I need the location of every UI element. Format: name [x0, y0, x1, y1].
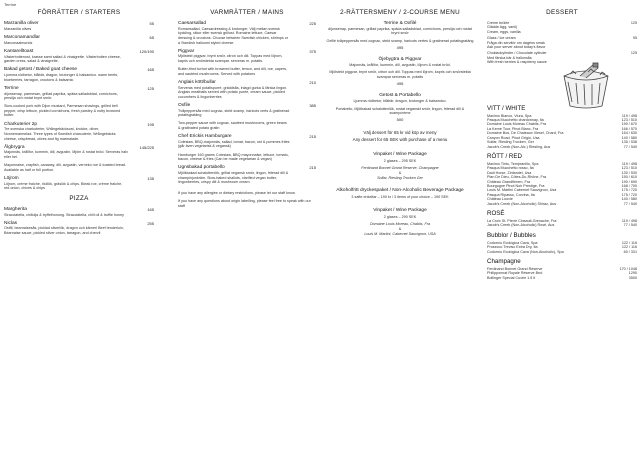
two-course-column — [325, 9, 475, 236]
menu-item — [4, 67, 154, 82]
dessert-text: Ask your server about today's flavor — [487, 45, 546, 50]
menu-item-name: Charkuterier 2p — [4, 121, 38, 127]
course-name: Terrine & Oxfilé — [383, 21, 417, 26]
wine-price: 119 / 498 — [621, 113, 637, 118]
page-label: Terrine — [4, 2, 17, 7]
wine-section-title: RÖTT / RED — [487, 152, 522, 160]
course-option — [325, 93, 475, 122]
mains-column — [178, 9, 316, 213]
menu-item-description: Coleslaw, BBQ-majonnäs, sallad, tomat, bacon, ost & pommes frites (går även vegetarisk & vegansk) — [178, 139, 290, 149]
dessert-offer-sv: Välj dessert för 65 kr vid köp av meny — [363, 130, 437, 136]
menu-item-description: Romansallad, Caesardressing & krutonger. Välj mellan svensk kyckling, räkor eller svensk grillost. Romaine lettuce, Caesar dressing & croutons. Choose between Swedish chicken, shrimps or a Swedish halloumi styled cheese. — [178, 26, 289, 45]
starters-title: FÖRRÄTTER / STARTERS — [37, 9, 121, 16]
wine-package-amp: & — [398, 226, 402, 231]
wine-section-title: ROSÉ — [487, 209, 505, 217]
menu-item-description: Marconaalmonds — [4, 40, 33, 45]
two-course-title: 2-RÄTTERSMENY / 2-COURSE MENU — [340, 9, 460, 16]
menu-item-price: 385 — [309, 102, 316, 108]
wine-price: 77 / 540 — [623, 144, 637, 149]
dessert-row — [487, 30, 637, 34]
menu-item-description: Löjrom, crème fraîche, rödlök, gräslök & chips. Bleak roe, crème fraîche, red onion, chives & chips — [4, 181, 123, 191]
menu-item — [4, 122, 154, 142]
course-description: Ljumma rödbetor, blåbär, dragon, krutonger & balsamico. — [353, 98, 447, 103]
wine-price: 77 / 540 — [623, 223, 637, 228]
course-price: 495 — [396, 45, 404, 51]
menu-item — [178, 153, 316, 162]
wine-package-1 — [325, 152, 475, 180]
menu-item-price: 195 — [147, 121, 154, 127]
dessert-price: 95 — [632, 36, 637, 41]
menu-item — [4, 104, 154, 118]
wine-row — [487, 276, 637, 280]
menu-item-description: Mayonnaise, crayfish, caraway, dill, avgustin, verneko roe & toasted bread. Available as half or full portion. — [4, 163, 127, 172]
wine-name: Jacob's Creek (Non-Alcoholic) Shiraz, Aus — [487, 201, 557, 206]
menu-item — [178, 49, 316, 64]
menu-item-price: 165 — [147, 67, 154, 73]
wine-name: Pasqua Mucchetto chardonnay, Ita — [487, 118, 544, 123]
wine-price: 119 / 498 — [621, 218, 637, 223]
allergy-note: If you have any allergies or dietary restrictions, please let our staff know. — [178, 190, 296, 195]
ice-bucket-illustration — [560, 62, 612, 110]
wine-name: Plan De Dieu, Côtes-Du-Rhône, Fra — [487, 175, 547, 180]
menu-item-price: 255 — [147, 220, 154, 226]
menu-item-name: Bakad getost / Baked goat cheese — [4, 67, 78, 73]
wine-price: 122 / 116 — [621, 240, 637, 245]
menu-item-name: Löjrom — [4, 175, 19, 181]
wine-name: Maximo Bianco, Viura, Spa — [487, 113, 532, 118]
course-description: Portabello, Mjölbakad schalottenlök, rostat veganskt smör, lingon, friterad dill & svampcrème — [335, 106, 465, 116]
menu-item-description: dijonsenap, parmesan, grillad paprika, späda salladsblad, cornichons, persilja och rostat brynt smör. — [4, 91, 118, 101]
wine-name: Jacob's Creek (Non-Alc.) Riesling, Aus — [487, 144, 551, 149]
wine-name: Domaine Bos, De Chateaux Viesel, Chard, Fra — [487, 131, 564, 136]
wine-name: Ferdinand Bonnet Grand Réserve — [487, 267, 543, 271]
wine-name: Dadi Horse, Zinfandel, Usa — [487, 170, 532, 175]
course-option — [325, 57, 475, 86]
wine-price: 190 / 690 — [621, 179, 637, 184]
menu-item-name: Ålgbrygra — [4, 144, 25, 150]
wine-price: 140 / 580 — [621, 135, 637, 140]
wine-name: Château Louvie — [487, 197, 513, 202]
menu-item — [4, 163, 154, 172]
menu-item — [178, 134, 316, 149]
wine-package-2 — [325, 208, 475, 236]
wine-name: Pasqua Ripasso, Corvina, Ita — [487, 192, 535, 197]
wine-package-line: Ferdinand Bonnet Grand Reserve, Champagne — [361, 166, 439, 171]
wine-section-title: Champagne — [487, 258, 521, 265]
wine-name: Prosecco Treviso Extra Dry, Ita — [487, 245, 538, 250]
menu-item-description: Marzanilla olives — [4, 26, 32, 31]
menu-item-price: 375 — [309, 48, 316, 54]
menu-item-name: Piggvar — [178, 48, 195, 54]
dessert-wine-column — [487, 9, 637, 280]
wine-price: 122 / 116 — [621, 245, 637, 250]
menu-item-description: Ljumma rödbetor, blåbär, dragon, krutonger & balsamico. warm beets, blueberries, tarragon, croutons & balsamic. — [4, 73, 119, 82]
wine-package-sub: 2 glases – 290 SEK — [383, 214, 417, 219]
wine-name: Canyon Road, Pinot Grigio, Usa — [487, 135, 540, 140]
menu-item-description: Västerbottenost, krasse samt sallad & vinaigrette. Västerbotten cheese, garden cress, salad & vinaigrette. — [4, 54, 121, 64]
menu-item-name: Niclas — [4, 220, 18, 226]
wine-price: 135 / 538 — [621, 140, 637, 145]
pizza-list — [4, 207, 154, 236]
menu-item-name: Terrine — [4, 85, 19, 91]
course-option — [325, 21, 475, 50]
dessert-list — [487, 21, 637, 65]
menu-item-description: Butter-fried turbot with browned butter, lemon, and dill, roe, capers, and sautéed mushrooms. Served with potatoes — [178, 67, 288, 76]
menu-item — [4, 176, 154, 191]
menu-item-description: Tvåpeppersås med cognac, stekt svamp, haricots verts & gratinerad potatisgratäng — [178, 108, 290, 118]
menu-item-price: 225 — [309, 21, 316, 26]
course-price: 500 — [396, 117, 404, 123]
nonalc-title: Alkoholfritt dryckespaket / Non-Alcoholic Beverage Package — [336, 188, 464, 194]
menu-item — [178, 21, 316, 45]
menu-item — [4, 21, 154, 31]
wine-name: Pasqua Mucchetto rosso, Ita — [487, 166, 534, 171]
menu-item-description: Slow-cooked pork with Dijon mustard, Parmesan shavings, grilled bell pepper, crisp lettuce, pickled cornichons, fresh parsley & nutty browned butter. — [4, 104, 121, 118]
menu-item — [4, 145, 154, 160]
menu-item-description: Hamburger 160 grams Coleslaw, BBQ mayonnaise, lettuce, tomato, bacon, cheese & fries (Can be made vegetarian & vegan) — [178, 152, 289, 162]
wine-name: Bourgogne Pinot Noir Prestige, Fra — [487, 183, 545, 188]
menu-item — [178, 103, 316, 118]
menu-item-name: Caesarsallad — [178, 21, 206, 26]
menu-item-price: 55 — [149, 21, 154, 26]
menu-item-name: Anglais kött/bullar — [178, 79, 216, 85]
wine-price: 170 / 1048 — [619, 267, 637, 271]
wine-name: Codorníu Ecológica Cava (Non-Alcoholic), Spa — [487, 249, 564, 254]
menu-item-price: 210 — [309, 79, 316, 85]
wine-list — [487, 105, 637, 281]
mains-title: VARMRÄTTER / MAINS — [210, 9, 284, 16]
menu-item-description: Serveras med potatispurré, gräddsås, inlagd gurka & färska lingon. Anglais meatballs served with potato purée, cream sauce, pickled cucumbers & lingonberries — [178, 85, 288, 99]
wine-name: Philipponnat Royale Réserve Brut — [487, 271, 543, 276]
wine-price: 119 / 498 — [621, 161, 637, 166]
dessert-text: Glädde Agg, vanilj — [487, 25, 517, 30]
starters-list — [4, 21, 154, 191]
wine-name: La Croix St. Pierre Cinsault-Grenache, Fra — [487, 218, 557, 223]
course-description: Majonnäs, krållfor, kummin, dill, avgustin, löjrom & rostat bröd. — [349, 62, 451, 67]
wine-price: 60 / 331 — [623, 249, 637, 254]
menu-item-name: Marconamandlar — [4, 34, 40, 40]
wine-price: 168 / 700 — [621, 183, 637, 188]
wine-price: 190 / 670 — [621, 122, 637, 127]
dessert-text: Glass / Ice cream — [487, 36, 516, 41]
wine-price: 3500 — [628, 275, 637, 280]
wine-price: 1290 — [628, 271, 637, 276]
menu-item-description: Stracciatella, chiliolja & tryffelhonung. Stracciatella, chili oil & truffle honey — [4, 212, 124, 217]
menu-item — [178, 165, 316, 185]
courses-list — [325, 21, 475, 122]
dessert-text: With fresh berries & raspberry sauce — [487, 60, 547, 65]
menu-item — [4, 49, 154, 64]
menu-item — [4, 35, 154, 45]
starters-column — [4, 9, 154, 239]
nonalc-package — [325, 188, 475, 200]
wine-price: 140 / 580 — [621, 197, 637, 202]
menu-item-description: Mjölkbakad schalottenlök, grillat vegansk smör, lingon, friterad dill & champinjonkräm. Slow-baked shallots, clarified vegan butter, lingonberries, crispy dill & mushroom cream — [178, 171, 289, 185]
menu-item-price: 125 — [147, 85, 154, 91]
course-description: Mjölstekt piggvar, brynt smör, citron och dill. Toppas med löjrom, kapris och smörstekta svampar serveras m. potatis — [329, 70, 471, 80]
menu-item-description: Mjölstekt piggvar, brynt smör, citron och dill. Toppas med löjrom, kapris och smörstekta svampar. serveras m. potatis. — [178, 54, 283, 64]
menu-item-description: Tre svenska charkuterier, Wrångebäcksost, krolcke, oliver, Nonnemarmelad. Three types of Swedish charcuterie, Wrångebäcks cheese, crispbread, olives and fig marmalade. — [4, 127, 116, 141]
wine-package-amp: & — [398, 171, 402, 176]
course-description: Oxfilé tvåpeppersås med cognac, stekt svamp, haricots vertes & gratinerad potatisgratäng — [326, 38, 474, 43]
mains-list — [178, 21, 316, 185]
menu-item-price: 120/190 — [139, 48, 154, 54]
wine-package-sub: 2 glases – 295 SEK — [383, 158, 417, 163]
dessert-text: Crème brûlée — [487, 21, 510, 25]
wine-package-title: Vinpaket / Wine Package — [373, 207, 427, 213]
wine-section-title: VITT / WHITE — [487, 104, 526, 112]
origin-note: If you have any questions about origin labelling, please feel free to speak with our staff — [178, 199, 311, 209]
pizza-title: PIZZA — [69, 194, 89, 202]
menu-item-price: 65 — [149, 34, 154, 40]
menu-item-name: Kantarelltoast — [4, 48, 34, 54]
wine-name: Bollinger Special Cuvée 1.5 lt — [487, 275, 536, 280]
menu-item — [178, 80, 316, 100]
wine-price: 150 / 610 — [621, 175, 637, 180]
menu-item-price: 135 — [147, 175, 154, 181]
course-name: Getost & Portabello — [379, 93, 421, 99]
wine-price: 77 / 540 — [623, 201, 637, 206]
wine-package-title: Vinpaket / Wine Package — [373, 151, 427, 157]
wine-name: Château Grandflerem, Fra — [487, 179, 531, 184]
wine-row — [487, 145, 637, 149]
menu-item-name: Margherita — [4, 206, 27, 212]
menu-item-price: 215 — [309, 134, 316, 140]
menu-item-price: 145/225 — [139, 144, 154, 150]
wine-package-line: Louis M. Martini, Cabernet Sauvignon, USA — [364, 231, 436, 236]
wine-name: Domaine Louis Moreau Chablis, Fra — [487, 122, 547, 127]
menu-item — [178, 121, 316, 130]
menu-item-price: 165 — [147, 206, 154, 212]
wine-price: 123 / 510 — [621, 118, 637, 123]
menu-item-description: Ostfil, bearnaisesås, picklad silverlök, dragon och kärnerl Beef tenderloin, Béarnaise sauce, pickled silver onion, tarragon, and chervil — [4, 226, 124, 236]
menu-item — [178, 67, 316, 76]
menu-item-name: Ugnsbakad portabello — [178, 165, 225, 171]
menu-item — [4, 221, 154, 236]
wine-name: Solfar, Riesling Trocken, Ger — [487, 140, 534, 145]
menu-item-name: Oxfile — [178, 102, 191, 108]
dessert-offer-en: Any dessert for 65 SEK with purchase of a menu — [352, 136, 448, 142]
menu-item — [4, 207, 154, 217]
menu-item-name: Marzanilla oliver — [4, 21, 39, 26]
wine-price: 123 / 510 — [621, 166, 637, 171]
menu-item-description: Majonnäs, krållfor, kummin, dill, avgustin, Mjöm & rostat bröd. Serveras halv eller hel. — [4, 150, 128, 159]
dessert-row — [487, 45, 637, 49]
wine-name: Jacob's Creek (Non-Alcoholic) Rosé, Aus — [487, 223, 555, 228]
menu-item — [4, 86, 154, 101]
course-description: dijonsenap, parmesan, grillad paprika, späda salladsblad, cornichons, persilja och rostat brynt smör — [328, 26, 472, 36]
wine-name: Maximo Tinto, Tempranillo, Spa — [487, 161, 539, 166]
wine-row — [487, 223, 637, 227]
wine-name: La Kerne Tour, Pinot Blanc, Fra — [487, 126, 539, 131]
wine-price: 166 / 570 — [621, 126, 637, 131]
nonalc-sub: 3 safte enkeltar – 190 kr / 3 items of your choice – 190 SEK — [351, 195, 449, 200]
wine-name: Codorníu Ecológica Cava, Spa — [487, 240, 538, 245]
menu-item-description: Two-pepper sauce with cognac, sautéed mushrooms, green beans & gratinated potato gratin — [178, 121, 287, 130]
wine-package-line: Solfar, Riesling Trocken Ger — [377, 175, 423, 180]
wine-row — [487, 202, 637, 206]
dessert-text: Med färska bär & hallonsås — [487, 55, 532, 60]
dessert-text: Fråga din servitör om dagens smak — [487, 40, 545, 45]
wine-package-line: Domaine Louis Moreau, Chablis, Fra — [369, 222, 431, 227]
wine-price: 175 / 720 — [621, 192, 637, 197]
wine-section-title: Bubblor / Bubbles — [487, 231, 536, 239]
wine-row — [487, 250, 637, 254]
wine-name: Louis M. Martini Cabernet Sauvignon, Usa — [487, 188, 557, 193]
wine-price: 175 / 720 — [621, 188, 637, 193]
dessert-text: Cream, eggs, vanilla — [487, 29, 521, 34]
course-price: 495 — [396, 81, 404, 87]
menu-item-price: 215 — [309, 165, 316, 171]
dessert-price: 125 — [630, 51, 637, 56]
dessert-title: DESSERT — [546, 9, 578, 16]
dessert-price: 125 — [630, 21, 637, 25]
menu-item-name: Chef Erickis Hamburgare — [178, 134, 232, 140]
course-name: Öjebygtra & Piggvar — [378, 57, 422, 63]
wine-price: 154 / 630 — [621, 131, 637, 136]
dessert-text: Chokladcylinder / Chocolate cylinder — [487, 51, 547, 56]
wine-price: 130 / 530 — [621, 170, 637, 175]
